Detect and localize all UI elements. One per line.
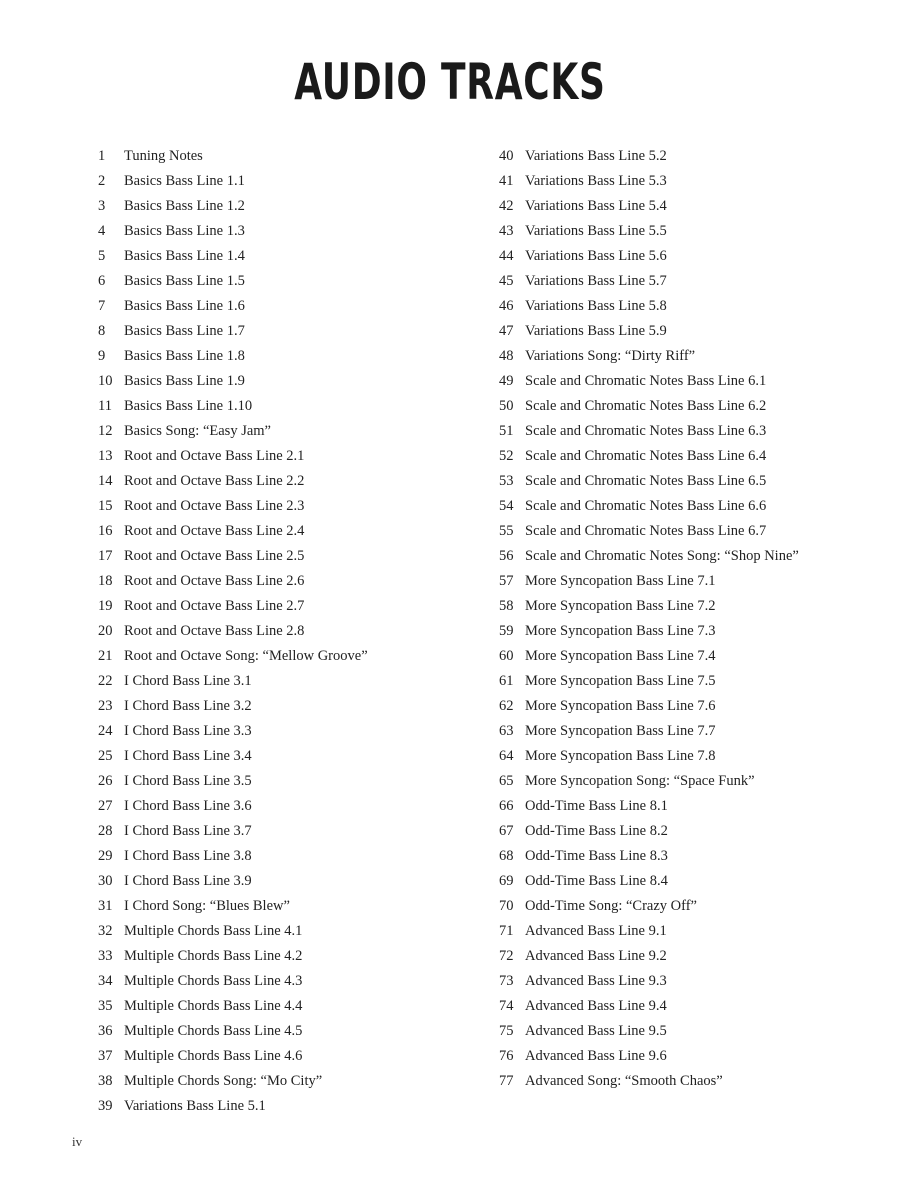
track-number: 10 xyxy=(98,373,113,389)
track-number: 32 xyxy=(98,923,113,939)
track-row xyxy=(499,194,799,219)
track-number: 54 xyxy=(499,498,514,514)
track-row xyxy=(499,169,799,194)
track-row xyxy=(98,394,368,419)
track-row xyxy=(499,1019,799,1044)
track-title: Scale and Chromatic Notes Bass Line 6.6 xyxy=(525,498,767,514)
track-title: Basics Bass Line 1.8 xyxy=(124,348,245,364)
track-number: 7 xyxy=(98,298,106,314)
track-list-left xyxy=(98,144,368,1119)
track-title: Basics Bass Line 1.2 xyxy=(124,198,245,214)
track-title: Root and Octave Bass Line 2.2 xyxy=(124,473,305,489)
track-title: Scale and Chromatic Notes Song: “Shop Nine” xyxy=(525,548,799,564)
track-row xyxy=(98,944,368,969)
track-number: 4 xyxy=(98,223,106,239)
track-row xyxy=(98,794,368,819)
track-number: 60 xyxy=(499,648,514,664)
track-row xyxy=(499,1069,799,1094)
track-title: Advanced Bass Line 9.3 xyxy=(525,973,667,989)
track-number: 3 xyxy=(98,198,106,214)
track-number: 12 xyxy=(98,423,113,439)
track-number: 46 xyxy=(499,298,514,314)
track-number: 14 xyxy=(98,473,113,489)
track-title: Advanced Bass Line 9.1 xyxy=(525,923,667,939)
track-number: 18 xyxy=(98,573,113,589)
track-row xyxy=(499,644,799,669)
track-number: 6 xyxy=(98,273,106,289)
track-number: 30 xyxy=(98,873,113,889)
track-number: 31 xyxy=(98,898,113,914)
track-number: 73 xyxy=(499,973,514,989)
track-number: 50 xyxy=(499,398,514,414)
track-row xyxy=(499,394,799,419)
track-row xyxy=(98,444,368,469)
track-row xyxy=(98,719,368,744)
track-title: Variations Bass Line 5.2 xyxy=(525,148,667,164)
track-row xyxy=(499,294,799,319)
track-row xyxy=(499,319,799,344)
track-number: 17 xyxy=(98,548,113,564)
track-number: 16 xyxy=(98,523,113,539)
track-title: Multiple Chords Bass Line 4.4 xyxy=(124,998,303,1014)
track-number: 33 xyxy=(98,948,113,964)
track-row xyxy=(98,694,368,719)
track-title: Root and Octave Bass Line 2.3 xyxy=(124,498,305,514)
track-number: 58 xyxy=(499,598,514,614)
track-title: Scale and Chromatic Notes Bass Line 6.7 xyxy=(525,523,767,539)
track-title: Root and Octave Bass Line 2.6 xyxy=(124,573,305,589)
track-title: Basics Bass Line 1.1 xyxy=(124,173,245,189)
track-row xyxy=(98,369,368,394)
track-row xyxy=(499,944,799,969)
track-title: Variations Bass Line 5.6 xyxy=(525,248,667,264)
track-row xyxy=(98,244,368,269)
track-number: 26 xyxy=(98,773,113,789)
track-number: 21 xyxy=(98,648,113,664)
track-title: Scale and Chromatic Notes Bass Line 6.3 xyxy=(525,423,767,439)
track-row xyxy=(499,419,799,444)
track-title: Advanced Song: “Smooth Chaos” xyxy=(525,1073,723,1089)
track-number: 13 xyxy=(98,448,113,464)
track-row xyxy=(98,169,368,194)
track-row xyxy=(499,569,799,594)
track-row xyxy=(98,594,368,619)
track-row xyxy=(499,344,799,369)
track-row xyxy=(98,894,368,919)
track-number: 41 xyxy=(499,173,514,189)
track-title: Variations Bass Line 5.1 xyxy=(124,1098,266,1114)
track-number: 8 xyxy=(98,323,106,339)
track-title: Odd-Time Song: “Crazy Off” xyxy=(525,898,697,914)
track-title: I Chord Bass Line 3.5 xyxy=(124,773,252,789)
track-number: 23 xyxy=(98,698,113,714)
track-row xyxy=(98,419,368,444)
track-title: More Syncopation Song: “Space Funk” xyxy=(525,773,755,789)
track-number: 75 xyxy=(499,1023,514,1039)
track-title: Scale and Chromatic Notes Bass Line 6.2 xyxy=(525,398,767,414)
track-title: Variations Bass Line 5.7 xyxy=(525,273,667,289)
track-row xyxy=(98,994,368,1019)
track-title: I Chord Song: “Blues Blew” xyxy=(124,898,290,914)
track-title: More Syncopation Bass Line 7.4 xyxy=(525,648,716,664)
track-title: I Chord Bass Line 3.2 xyxy=(124,698,252,714)
track-row xyxy=(98,619,368,644)
track-row xyxy=(499,544,799,569)
track-number: 45 xyxy=(499,273,514,289)
track-row xyxy=(98,319,368,344)
track-number: 56 xyxy=(499,548,514,564)
track-row xyxy=(98,1094,368,1119)
track-number: 28 xyxy=(98,823,113,839)
track-row xyxy=(499,469,799,494)
track-title: I Chord Bass Line 3.3 xyxy=(124,723,252,739)
track-number: 52 xyxy=(499,448,514,464)
track-title: Multiple Chords Bass Line 4.3 xyxy=(124,973,303,989)
track-number: 9 xyxy=(98,348,106,364)
track-number: 47 xyxy=(499,323,514,339)
track-number: 2 xyxy=(98,173,106,189)
track-number: 29 xyxy=(98,848,113,864)
track-row xyxy=(499,794,799,819)
track-title: More Syncopation Bass Line 7.8 xyxy=(525,748,716,764)
page-title: AUDIO TRACKS xyxy=(294,53,606,111)
track-row xyxy=(499,494,799,519)
track-title: Odd-Time Bass Line 8.4 xyxy=(525,873,668,889)
track-title: Root and Octave Bass Line 2.4 xyxy=(124,523,305,539)
track-row xyxy=(499,269,799,294)
track-row xyxy=(98,544,368,569)
track-row xyxy=(499,594,799,619)
track-title: I Chord Bass Line 3.1 xyxy=(124,673,252,689)
page-number: iv xyxy=(72,1134,83,1149)
track-row xyxy=(98,144,368,169)
track-title: Variations Bass Line 5.3 xyxy=(525,173,667,189)
track-title: Tuning Notes xyxy=(124,148,203,164)
track-number: 77 xyxy=(499,1073,514,1089)
track-number: 71 xyxy=(499,923,514,939)
track-title: Advanced Bass Line 9.6 xyxy=(525,1048,667,1064)
track-number: 70 xyxy=(499,898,514,914)
track-number: 44 xyxy=(499,248,514,264)
track-title: More Syncopation Bass Line 7.6 xyxy=(525,698,716,714)
track-row xyxy=(98,1044,368,1069)
track-number: 22 xyxy=(98,673,113,689)
track-list-right xyxy=(499,144,799,1094)
track-row xyxy=(98,769,368,794)
track-row xyxy=(499,994,799,1019)
track-row xyxy=(499,444,799,469)
track-number: 27 xyxy=(98,798,113,814)
track-number: 1 xyxy=(98,148,106,164)
track-number: 35 xyxy=(98,998,113,1014)
track-row xyxy=(499,844,799,869)
track-title: More Syncopation Bass Line 7.2 xyxy=(525,598,716,614)
track-number: 24 xyxy=(98,723,113,739)
track-row xyxy=(499,719,799,744)
track-number: 64 xyxy=(499,748,514,764)
track-row xyxy=(98,869,368,894)
track-number: 39 xyxy=(98,1098,113,1114)
track-title: Root and Octave Bass Line 2.5 xyxy=(124,548,305,564)
track-number: 19 xyxy=(98,598,113,614)
track-row xyxy=(98,469,368,494)
track-number: 59 xyxy=(499,623,514,639)
track-row xyxy=(499,869,799,894)
track-title: More Syncopation Bass Line 7.3 xyxy=(525,623,716,639)
track-title: Multiple Chords Bass Line 4.5 xyxy=(124,1023,303,1039)
track-title: Variations Bass Line 5.8 xyxy=(525,298,667,314)
track-row xyxy=(499,894,799,919)
track-number: 69 xyxy=(499,873,514,889)
track-number: 66 xyxy=(499,798,514,814)
track-title: Variations Bass Line 5.9 xyxy=(525,323,667,339)
track-title: Scale and Chromatic Notes Bass Line 6.1 xyxy=(525,373,767,389)
track-number: 67 xyxy=(499,823,514,839)
track-number: 40 xyxy=(499,148,514,164)
track-number: 63 xyxy=(499,723,514,739)
track-title: Multiple Chords Bass Line 4.6 xyxy=(124,1048,303,1064)
track-number: 57 xyxy=(499,573,514,589)
track-row xyxy=(499,244,799,269)
track-row xyxy=(98,644,368,669)
track-number: 65 xyxy=(499,773,514,789)
track-number: 15 xyxy=(98,498,113,514)
track-row xyxy=(98,844,368,869)
track-number: 62 xyxy=(499,698,514,714)
track-row xyxy=(98,744,368,769)
track-row xyxy=(98,569,368,594)
track-row xyxy=(98,194,368,219)
track-row xyxy=(98,269,368,294)
track-title: Basics Bass Line 1.3 xyxy=(124,223,245,239)
track-title: Basics Bass Line 1.9 xyxy=(124,373,245,389)
track-number: 61 xyxy=(499,673,514,689)
track-title: More Syncopation Bass Line 7.7 xyxy=(525,723,716,739)
track-number: 38 xyxy=(98,1073,113,1089)
track-row xyxy=(98,219,368,244)
track-number: 53 xyxy=(499,473,514,489)
track-title: Odd-Time Bass Line 8.2 xyxy=(525,823,668,839)
track-number: 5 xyxy=(98,248,106,264)
track-title: Variations Bass Line 5.4 xyxy=(525,198,667,214)
track-title: Odd-Time Bass Line 8.3 xyxy=(525,848,668,864)
track-number: 49 xyxy=(499,373,514,389)
track-title: Root and Octave Bass Line 2.8 xyxy=(124,623,305,639)
track-title: I Chord Bass Line 3.6 xyxy=(124,798,252,814)
track-number: 76 xyxy=(499,1048,514,1064)
track-row xyxy=(98,919,368,944)
track-number: 37 xyxy=(98,1048,113,1064)
track-title: Root and Octave Song: “Mellow Groove” xyxy=(124,648,368,664)
track-title: Advanced Bass Line 9.2 xyxy=(525,948,667,964)
track-number: 20 xyxy=(98,623,113,639)
track-row xyxy=(499,144,799,169)
track-row xyxy=(499,819,799,844)
track-row xyxy=(499,969,799,994)
track-title: Root and Octave Bass Line 2.1 xyxy=(124,448,305,464)
track-title: Multiple Chords Bass Line 4.1 xyxy=(124,923,303,939)
track-title: More Syncopation Bass Line 7.1 xyxy=(525,573,716,589)
track-number: 43 xyxy=(499,223,514,239)
track-title: I Chord Bass Line 3.7 xyxy=(124,823,252,839)
track-title: Variations Bass Line 5.5 xyxy=(525,223,667,239)
track-title: Odd-Time Bass Line 8.1 xyxy=(525,798,668,814)
track-title: Basics Song: “Easy Jam” xyxy=(124,423,271,439)
track-title: More Syncopation Bass Line 7.5 xyxy=(525,673,716,689)
track-title: Scale and Chromatic Notes Bass Line 6.5 xyxy=(525,473,767,489)
track-row xyxy=(499,369,799,394)
track-number: 34 xyxy=(98,973,113,989)
track-title: Variations Song: “Dirty Riff” xyxy=(525,348,696,364)
track-row xyxy=(499,1044,799,1069)
track-number: 36 xyxy=(98,1023,113,1039)
track-number: 74 xyxy=(499,998,514,1014)
track-title: I Chord Bass Line 3.4 xyxy=(124,748,252,764)
track-number: 42 xyxy=(499,198,514,214)
track-number: 72 xyxy=(499,948,514,964)
track-number: 55 xyxy=(499,523,514,539)
track-number: 11 xyxy=(98,398,112,414)
track-number: 48 xyxy=(499,348,514,364)
track-title: Basics Bass Line 1.4 xyxy=(124,248,245,264)
track-row xyxy=(98,969,368,994)
track-row xyxy=(98,669,368,694)
track-title: Basics Bass Line 1.5 xyxy=(124,273,245,289)
track-number: 51 xyxy=(499,423,514,439)
track-row xyxy=(499,219,799,244)
track-row xyxy=(499,744,799,769)
track-title: Scale and Chromatic Notes Bass Line 6.4 xyxy=(525,448,767,464)
track-row xyxy=(499,619,799,644)
track-row xyxy=(98,1019,368,1044)
track-row xyxy=(499,919,799,944)
track-number: 25 xyxy=(98,748,113,764)
track-row xyxy=(98,819,368,844)
track-row xyxy=(499,694,799,719)
track-row xyxy=(499,519,799,544)
track-title: Multiple Chords Song: “Mo City” xyxy=(124,1073,323,1089)
track-row xyxy=(98,519,368,544)
track-title: Multiple Chords Bass Line 4.2 xyxy=(124,948,303,964)
track-title: Basics Bass Line 1.10 xyxy=(124,398,253,414)
track-title: Advanced Bass Line 9.4 xyxy=(525,998,667,1014)
track-title: Basics Bass Line 1.6 xyxy=(124,298,245,314)
track-title: Advanced Bass Line 9.5 xyxy=(525,1023,667,1039)
track-row xyxy=(98,1069,368,1094)
track-row xyxy=(98,494,368,519)
track-title: I Chord Bass Line 3.8 xyxy=(124,848,252,864)
track-title: Root and Octave Bass Line 2.7 xyxy=(124,598,305,614)
track-row xyxy=(98,294,368,319)
track-title: I Chord Bass Line 3.9 xyxy=(124,873,252,889)
track-number: 68 xyxy=(499,848,514,864)
track-row xyxy=(499,669,799,694)
track-title: Basics Bass Line 1.7 xyxy=(124,323,245,339)
track-row xyxy=(499,769,799,794)
track-row xyxy=(98,344,368,369)
